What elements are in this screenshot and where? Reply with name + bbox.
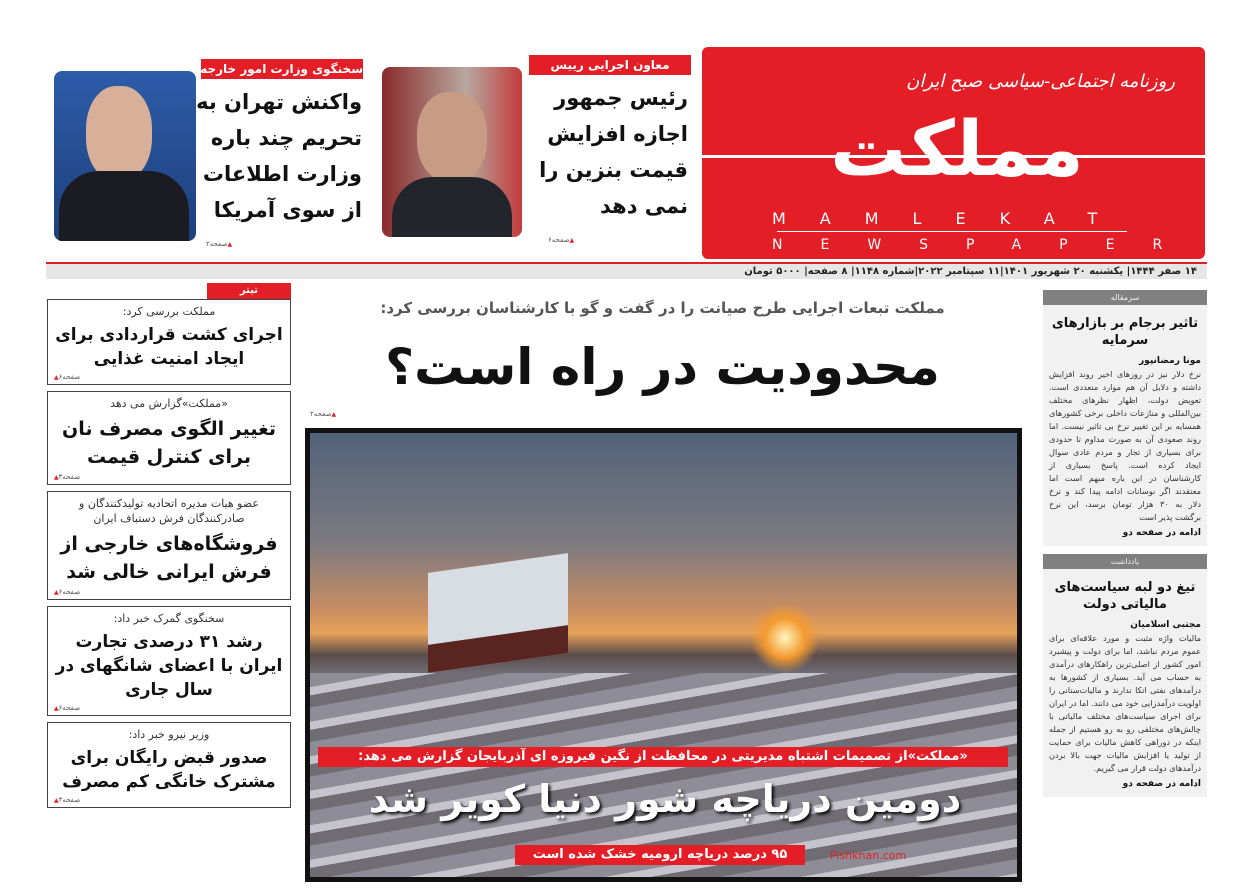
suit-shape <box>59 171 189 241</box>
top-story-1-kicker: معاون اجرایی رییس <box>529 55 691 75</box>
main-headline[interactable]: محدودیت در راه است؟ <box>385 338 940 396</box>
story-headline: رشد ۳۱ درصدی تجارت ایران با اعضای شانگهای در سال جاری <box>55 632 283 700</box>
story-headline: فروشگاه‌های خارجی از فرش ایرانی خالی شد <box>60 533 278 583</box>
top-story-2-kicker: سخنگوی وزارت امور خارجه <box>201 59 363 79</box>
story-kicker: مملکت بررسی کرد: <box>122 305 216 318</box>
headline-line: رئیس جمهور <box>554 86 688 110</box>
editorial[interactable] <box>1043 290 1207 546</box>
headline-line: وزارت اطلاعات <box>202 162 362 186</box>
left-story-3[interactable] <box>47 491 291 600</box>
left-column-tab: تیتر <box>207 283 291 299</box>
story-kicker: عضو هیات مدیره اتحادیه تولیدکنندگان و صادرکنندگان فرش دستباف ایران <box>79 497 259 525</box>
masthead-english-sub: NEWSPAPER <box>772 237 1201 253</box>
headline-line: قیمت بنزین را <box>539 158 688 182</box>
story-headline: تغییر الگوی مصرف نان برای کنترل قیمت <box>62 418 276 468</box>
headline-line: از سوی آمریکا <box>213 198 362 222</box>
right-column <box>1043 290 1207 797</box>
author: مجتبی اسلامیان <box>1130 620 1201 630</box>
headline-line: واکنش تهران به <box>196 90 362 114</box>
top-story-1-photo <box>382 67 522 237</box>
article-title: تیغ دو لبه سیاست‌های مالیاتی دولت <box>1054 580 1196 612</box>
left-story-5[interactable] <box>47 722 291 808</box>
page-ref: ▲ صفحه۳ <box>54 796 284 804</box>
page-ref: ▲ صفحه۶ <box>54 588 284 596</box>
headline-line: نمی دهد <box>600 194 688 218</box>
photo-overline: «مملکت»از تصمیمات اشتباه مدیریتی در محافظت از نگین فیروزه ای آذربایجان گزارش می دهد: <box>318 747 1008 767</box>
suit-shape <box>392 177 512 237</box>
page-ref: ▲ صفحه۶ <box>54 373 284 381</box>
sun-shape <box>750 603 820 673</box>
photo-headline[interactable]: دومین دریاچه شور دنیا کویر شد <box>368 777 962 821</box>
page-ref: ▲ صفحه۲ <box>310 410 336 418</box>
left-story-4[interactable] <box>47 606 291 716</box>
page-ref: ▲ صفحه۶ <box>548 236 574 244</box>
dateline: ۱۴ صفر ۱۴۴۴| یکشنبه ۲۰ شهریور ۱۴۰۱|۱۱ سپتامبر ۲۰۲۲|شماره ۱۱۴۸| ۸ صفحه| ۵۰۰۰ تومان <box>46 262 1207 279</box>
page-ref: ▲ صفحه۶ <box>54 704 284 712</box>
story-kicker: وزیر نیرو خبر داد: <box>128 728 210 741</box>
article-title: تاثیر برجام بر بازارهای سرمایه <box>1051 316 1199 348</box>
story-headline: اجرای کشت قراردادی برای ایجاد امنیت غذایی <box>55 325 283 369</box>
photo-subheadline: ۹۵ درصد دریاچه ارومیه خشک شده است <box>515 845 805 865</box>
continued-link[interactable]: ادامه در صفحه دو <box>1122 528 1201 538</box>
watermark: Pishkhan.com <box>830 849 907 862</box>
top-story-1-headline[interactable] <box>526 80 688 224</box>
story-headline: صدور قبض رایگان برای مشترک خانگی کم مصرف <box>62 748 276 792</box>
author: مونا رمضانپور <box>1139 356 1201 366</box>
headline-line: تحریم چند باره <box>210 126 362 150</box>
main-photo-lake-urmia <box>305 428 1022 882</box>
left-story-1[interactable] <box>47 299 291 385</box>
top-story-2-headline[interactable] <box>196 84 362 228</box>
section-label: سرمقاله <box>1043 290 1207 305</box>
masthead-slogan: روزنامه اجتماعی-سیاسی صبح ایران <box>906 71 1175 92</box>
newspaper-logo: مملکت <box>830 104 1084 193</box>
page-ref: ▲ صفحه۳ <box>54 473 284 481</box>
article-body: مالیات واژه مثبت و مورد علاقه‌ای برای عموم مردم نباشد، اما برای دولت و پیشبرد امور کشور از اصلی‌ترین راهکارهای درآمدی به حساب می آید. بسیاری از کشورها به درآمدهای نفتی اتکا ندارند و مالیات‌ستانی را اولویت درآمدزایی خود می دانند. اما در ایران برای اجرای سیاست‌های مختلف مالیاتی با چالش‌های مختلفی رو به رو هستیم از جمله اینکه در دوراهی کاهش مالیات برای حمایت از تولید یا افزایش مالیات جهت بالا بردن درآمدهای دولت قرار می گیریم. <box>1049 633 1201 773</box>
opinion-note[interactable] <box>1043 554 1207 797</box>
section-label: یادداشت <box>1043 554 1207 569</box>
story-kicker: «مملکت»گزارش می دهد <box>110 397 228 410</box>
left-column <box>47 299 291 808</box>
face-shape <box>86 86 152 181</box>
top-story-2-photo <box>54 71 196 241</box>
masthead-english-name: MAMLEKAT <box>772 209 1132 228</box>
story-kicker: سخنگوی گمرک خبر داد: <box>113 612 225 625</box>
divider <box>777 231 1127 232</box>
face-shape <box>417 92 487 182</box>
page-ref: ▲ صفحه۲ <box>206 240 232 248</box>
article-body: نرخ دلار نیز در روزهای اخیر روند افزایش داشته و دلایل آن هم موارد متعددی است. تعویض دولت، اظهار نظرهای مختلف بین‌المللی و منازعات داخلی برخی کشورهای همسایه بر این تغییر نرخ بی تاثیر نیست. اما روند صعودی آن به صورت مداوم تا حدودی برای بسیاری از تجار و مردم عادی سوال ایجاد کرده است. پاسخ بسیاری از کارشناسان در این باره مبهم است اما معتقدند اگر نوسانات ادامه پیدا کند و نرخ دلار به ۳۰ هزار تومان برسد، این نرخ برگشت پذیر است <box>1049 369 1201 522</box>
masthead <box>702 47 1205 259</box>
continued-link[interactable]: ادامه در صفحه دو <box>1122 779 1201 789</box>
left-story-2[interactable] <box>47 391 291 485</box>
headline-line: اجازه افزایش <box>547 122 688 146</box>
main-overline: مملکت تبعات اجرایی طرح صیانت را در گفت و گو با کارشناسان بررسی کرد: <box>380 299 945 317</box>
ship-shape <box>428 553 568 673</box>
